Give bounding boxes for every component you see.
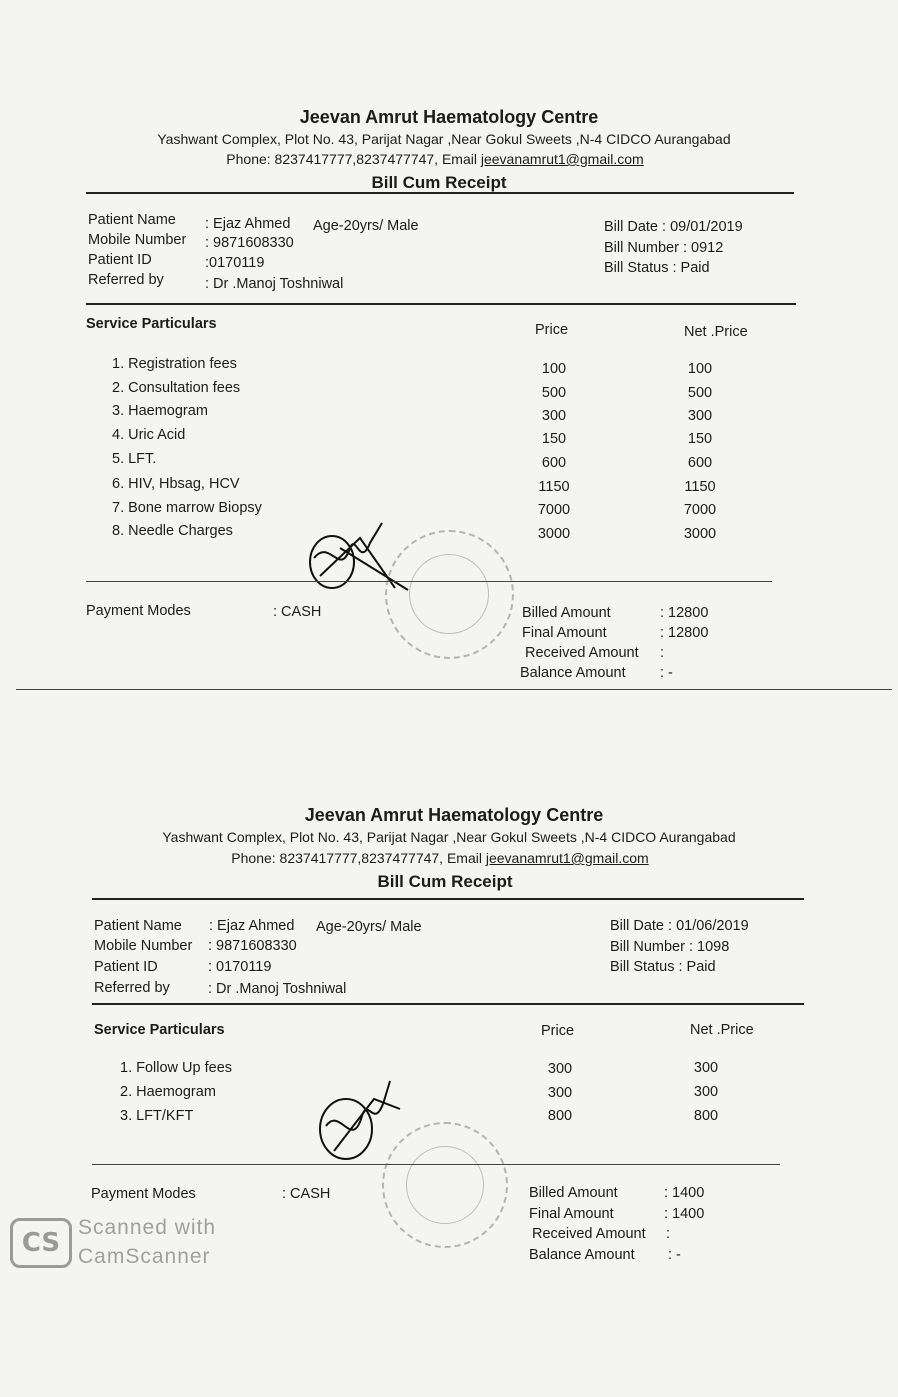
bill-date: Bill Date : 09/01/2019 bbox=[604, 219, 743, 235]
service-price: 100 bbox=[541, 361, 567, 377]
service-net-price: 800 bbox=[693, 1108, 719, 1124]
payment-modes-label: Payment Modes bbox=[91, 1186, 196, 1202]
billed-amount-value: : 12800 bbox=[660, 605, 709, 621]
service-particulars-header: Service Particulars bbox=[94, 1022, 225, 1038]
service-name: 2. Consultation fees bbox=[112, 380, 241, 396]
price-header: Price bbox=[535, 322, 569, 338]
price-header: Price bbox=[541, 1023, 575, 1039]
mobile-label: Mobile Number bbox=[94, 938, 193, 954]
mobile-value: : 9871608330 bbox=[205, 235, 294, 251]
receipt-title: Bill Cum Receipt bbox=[377, 872, 513, 891]
centre-name: Jeevan Amrut Haematology Centre bbox=[304, 805, 604, 825]
patient-name-label: Patient Name bbox=[88, 212, 176, 228]
services-divider bbox=[92, 1164, 780, 1165]
contact-line bbox=[0, 850, 889, 866]
centre-stamp bbox=[385, 530, 514, 659]
received-amount-label: Received Amount bbox=[525, 645, 639, 661]
service-name: 1. Follow Up fees bbox=[120, 1060, 233, 1076]
billed-amount-label: Billed Amount bbox=[522, 605, 611, 621]
balance-amount-label: Balance Amount bbox=[529, 1247, 635, 1263]
service-net-price: 300 bbox=[693, 1060, 719, 1076]
centre-stamp bbox=[382, 1122, 508, 1248]
bill-number: Bill Number : 1098 bbox=[610, 939, 730, 955]
service-net-price: 7000 bbox=[683, 502, 717, 518]
service-net-price: 1150 bbox=[684, 479, 716, 495]
service-name: 8. Needle Charges bbox=[112, 523, 233, 539]
centre-name: Jeevan Amrut Haematology Centre bbox=[299, 107, 599, 127]
service-name: 6. HIV, Hbsag, HCV bbox=[112, 476, 240, 492]
final-amount-value: : 1400 bbox=[664, 1206, 705, 1222]
final-amount-value: : 12800 bbox=[660, 625, 709, 641]
bill-date: Bill Date : 01/06/2019 bbox=[610, 918, 749, 934]
receipt-1 bbox=[0, 100, 898, 700]
patient-divider bbox=[92, 1003, 804, 1005]
referred-label: Referred by bbox=[88, 272, 164, 288]
service-name: 1. Registration fees bbox=[112, 356, 237, 372]
age-gender: Age-20yrs/ Male bbox=[313, 218, 419, 234]
service-price: 3000 bbox=[537, 526, 571, 542]
email-link[interactable]: jeevanamrut1@gmail.com bbox=[480, 151, 644, 167]
header-divider bbox=[92, 898, 804, 900]
centre-address: Yashwant Complex, Plot No. 43, Parijat Nagar ,Near Gokul Sweets ,N-4 CIDCO Aurangabad bbox=[162, 829, 736, 845]
patient-name-value: : Ejaz Ahmed bbox=[205, 216, 291, 232]
balance-amount-value: : - bbox=[668, 1247, 681, 1263]
billed-amount-value: : 1400 bbox=[664, 1185, 705, 1201]
mobile-label: Mobile Number bbox=[88, 232, 187, 248]
referred-value: : Dr .Manoj Toshniwal bbox=[208, 981, 347, 997]
service-net-price: 100 bbox=[687, 361, 713, 377]
received-amount-label: Received Amount bbox=[532, 1226, 646, 1242]
patient-divider bbox=[86, 303, 796, 305]
final-amount-label: Final Amount bbox=[529, 1206, 614, 1222]
service-particulars-header: Service Particulars bbox=[86, 316, 217, 332]
patient-name-value: : Ejaz Ahmed bbox=[209, 918, 295, 934]
balance-amount-value: : - bbox=[660, 665, 673, 681]
payment-mode-value: : CASH bbox=[282, 1186, 331, 1202]
service-price: 600 bbox=[541, 455, 567, 471]
referred-value: : Dr .Manoj Toshniwal bbox=[205, 276, 344, 292]
patient-id-value: : 0170119 bbox=[208, 959, 272, 975]
service-price: 1150 bbox=[538, 479, 570, 495]
watermark-line-2: CamScanner bbox=[78, 1245, 211, 1268]
service-price: 7000 bbox=[537, 502, 571, 518]
receipt-end-divider bbox=[16, 689, 892, 690]
received-amount-value: : bbox=[660, 645, 665, 661]
service-name: 7. Bone marrow Biopsy bbox=[112, 500, 262, 516]
bill-status: Bill Status : Paid bbox=[604, 260, 710, 276]
balance-amount-label: Balance Amount bbox=[520, 665, 626, 681]
service-name: 4. Uric Acid bbox=[112, 427, 186, 443]
email-link[interactable]: jeevanamrut1@gmail.com bbox=[485, 850, 649, 866]
contact-line bbox=[0, 151, 884, 167]
services-divider bbox=[86, 581, 772, 582]
service-net-price: 300 bbox=[687, 408, 713, 424]
service-name: 5. LFT. bbox=[112, 451, 157, 467]
service-price: 500 bbox=[541, 385, 567, 401]
receipt-title: Bill Cum Receipt bbox=[371, 173, 507, 192]
receipt-2 bbox=[0, 797, 898, 1397]
camscanner-watermark bbox=[8, 1212, 248, 1272]
payment-modes-label: Payment Modes bbox=[86, 603, 191, 619]
service-price: 150 bbox=[541, 431, 567, 447]
mobile-value: : 9871608330 bbox=[208, 938, 297, 954]
service-price: 300 bbox=[547, 1085, 573, 1101]
centre-address: Yashwant Complex, Plot No. 43, Parijat Nagar ,Near Gokul Sweets ,N-4 CIDCO Aurangabad bbox=[157, 131, 731, 147]
service-name: 3. Haemogram bbox=[112, 403, 208, 419]
service-price: 800 bbox=[547, 1108, 573, 1124]
received-amount-value: : bbox=[666, 1226, 671, 1242]
service-net-price: 300 bbox=[693, 1084, 719, 1100]
camscanner-logo-icon: CS bbox=[10, 1218, 72, 1268]
patient-id-label: Patient ID bbox=[88, 252, 152, 268]
billed-amount-label: Billed Amount bbox=[529, 1185, 618, 1201]
patient-id-value: :0170119 bbox=[205, 255, 265, 271]
service-net-price: 3000 bbox=[683, 526, 717, 542]
service-net-price: 600 bbox=[687, 455, 713, 471]
patient-id-label: Patient ID bbox=[94, 959, 158, 975]
final-amount-label: Final Amount bbox=[522, 625, 607, 641]
phone-text: Phone: 8237417777,8237477747, Email bbox=[231, 850, 486, 866]
payment-mode-value: : CASH bbox=[273, 604, 322, 620]
service-name: 2. Haemogram bbox=[120, 1084, 216, 1100]
net-price-header: Net .Price bbox=[690, 1022, 754, 1038]
bill-status: Bill Status : Paid bbox=[610, 959, 716, 975]
service-net-price: 150 bbox=[687, 431, 713, 447]
header-divider bbox=[86, 192, 794, 194]
service-net-price: 500 bbox=[687, 385, 713, 401]
service-name: 3. LFT/KFT bbox=[120, 1108, 194, 1124]
bill-number: Bill Number : 0912 bbox=[604, 240, 724, 256]
referred-label: Referred by bbox=[94, 980, 170, 996]
patient-name-label: Patient Name bbox=[94, 918, 182, 934]
net-price-header: Net .Price bbox=[684, 324, 748, 340]
watermark-line-1: Scanned with bbox=[78, 1216, 217, 1239]
service-price: 300 bbox=[547, 1061, 573, 1077]
phone-text: Phone: 8237417777,8237477747, Email bbox=[226, 151, 481, 167]
service-price: 300 bbox=[541, 408, 567, 424]
age-gender: Age-20yrs/ Male bbox=[316, 919, 422, 935]
